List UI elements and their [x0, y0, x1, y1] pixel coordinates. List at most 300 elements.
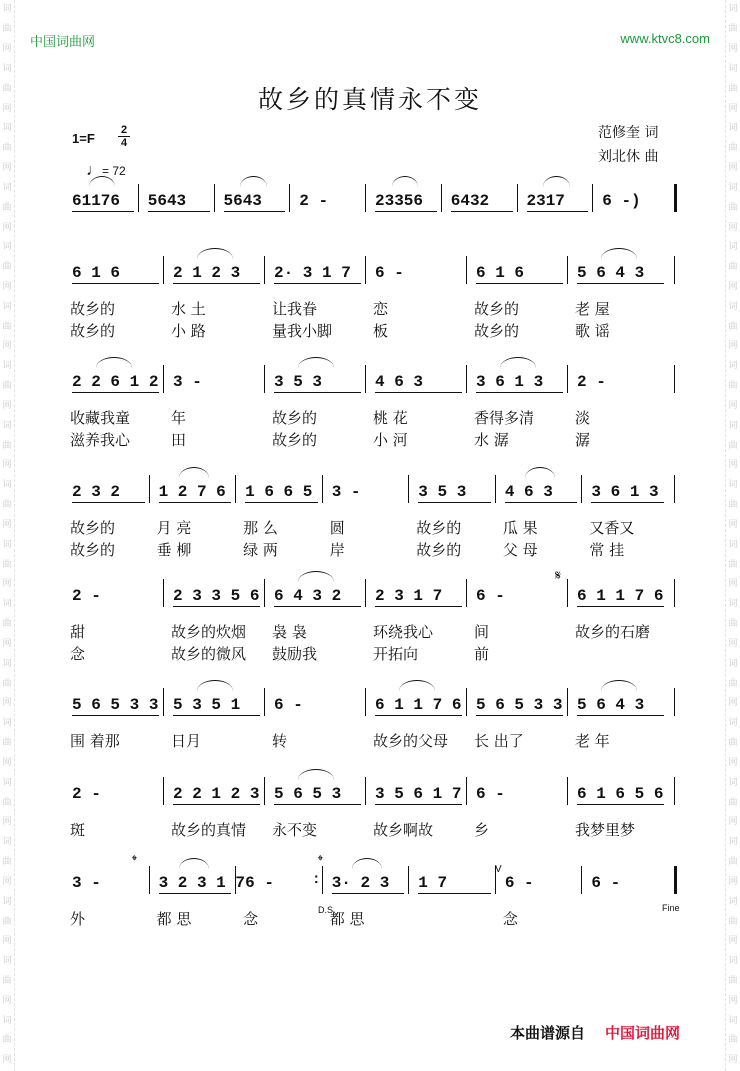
barline: [322, 475, 323, 503]
lyric-syllables: 转: [272, 732, 288, 750]
watermark-glyph: 曲: [728, 619, 738, 630]
watermark-glyph: 网: [728, 995, 738, 1006]
lyric-syllables: 围 着那: [70, 732, 120, 750]
barline: [214, 184, 215, 212]
slur-arc: [392, 176, 419, 187]
system-end-barline: [674, 866, 677, 894]
notation-line: [0, 585, 740, 609]
measure-notes: 3 6 1 3: [591, 481, 664, 503]
lyric-line: [0, 539, 740, 561]
watermark-glyph: 网: [728, 579, 738, 590]
watermark-glyph: 词: [2, 896, 12, 907]
watermark-glyph: 词: [2, 599, 12, 610]
notation-line: [0, 481, 740, 505]
breath-mark-icon: V: [495, 864, 502, 875]
lyric-syllables: 那 么: [243, 519, 278, 537]
lyric-syllables: 故乡的: [416, 519, 462, 537]
watermark-glyph: 词: [728, 956, 738, 967]
lyric-syllables: 故乡的父母: [373, 732, 449, 750]
slur-arc: [601, 248, 636, 259]
measure-notes: 6 -: [245, 874, 274, 892]
barline: [149, 866, 150, 894]
barline: [149, 475, 150, 503]
lyric-syllables: 淡: [575, 409, 591, 427]
lyric-syllables: 小 河: [373, 431, 408, 449]
watermark-glyph: 词: [2, 242, 12, 253]
watermark-glyph: 词: [2, 539, 12, 550]
barline: [235, 866, 236, 894]
barline: [264, 365, 265, 393]
barline: [365, 184, 366, 212]
watermark-glyph: 网: [728, 222, 738, 233]
watermark-glyph: 网: [728, 936, 738, 947]
lyric-syllables: 收藏我童: [70, 409, 131, 427]
watermark-glyph: 词: [728, 242, 738, 253]
measure-notes: 2 3 1 7: [375, 585, 462, 607]
ds-marking: D.S.: [318, 905, 336, 915]
measure-notes: 6 -: [476, 785, 505, 803]
barline: [466, 365, 467, 393]
watermark-glyph: 词: [728, 539, 738, 550]
measure-notes: 3 5 3: [274, 371, 361, 393]
lyric-syllables: 故乡啊故: [373, 821, 434, 839]
slur-arc: [240, 176, 267, 187]
watermark-glyph: 词: [728, 123, 738, 134]
lyric-syllables: 水 土: [171, 300, 206, 318]
watermark-glyph: 曲: [728, 975, 738, 986]
lyric-syllables: 故乡的微风: [171, 645, 247, 663]
system-end-barline: [674, 777, 675, 805]
watermark-glyph: 网: [2, 163, 12, 174]
watermark-glyph: 曲: [728, 738, 738, 749]
watermark-glyph: 曲: [728, 678, 738, 689]
lyric-syllables: 水 潺: [474, 431, 509, 449]
lyric-syllables: 故乡的: [70, 519, 116, 537]
measure-notes: 3 2 3 1 7: [158, 874, 245, 892]
lyric-syllables: 故乡的: [474, 300, 520, 318]
barline: [365, 688, 366, 716]
notation-line: [0, 694, 740, 718]
watermark-glyph: 曲: [2, 857, 12, 868]
watermark-glyph: 词: [2, 480, 12, 491]
lyric-syllables: 长 出了: [474, 732, 524, 750]
segno-icon: 𝄋: [555, 567, 562, 583]
watermark-glyph: 曲: [2, 797, 12, 808]
watermark-glyph: 词: [728, 4, 738, 15]
watermark-glyph: 曲: [2, 738, 12, 749]
watermark-glyph: 词: [728, 420, 738, 431]
watermark-glyph: 曲: [728, 321, 738, 332]
lyric-line: [0, 429, 740, 451]
barline: [289, 184, 290, 212]
lyric-syllables: 常 挂: [589, 541, 625, 559]
meter-bottom: 4: [120, 137, 128, 149]
lyric-syllables: 让我眷: [272, 300, 318, 318]
watermark-glyph: 曲: [728, 797, 738, 808]
measure-notes: 23356: [375, 190, 437, 212]
lyric-syllables: 岸: [329, 541, 345, 559]
lyric-syllables: 恋: [373, 300, 389, 318]
watermark-glyph: 曲: [2, 916, 12, 927]
lyric-line: [0, 908, 740, 930]
slur-arc: [601, 680, 636, 691]
watermark-glyph: 网: [728, 638, 738, 649]
measure-notes: 2 1 2 3: [173, 262, 260, 284]
watermark-glyph: 词: [728, 301, 738, 312]
notation-line: [0, 872, 740, 896]
measure-notes: 2 3 3 5 6: [173, 587, 260, 605]
watermark-glyph: 网: [728, 282, 738, 292]
measure-notes: 2· 3 1 7: [274, 262, 361, 284]
notation-line: [0, 371, 740, 395]
lyric-syllables: 故乡的: [474, 322, 520, 340]
system-end-barline: [674, 475, 675, 503]
source-site-link[interactable]: 中国词曲网: [605, 1024, 681, 1042]
lyric-syllables: 乡: [474, 821, 490, 839]
lyric-syllables: 垂 柳: [156, 541, 192, 559]
watermark-glyph: 曲: [2, 24, 12, 35]
watermark-glyph: 网: [728, 341, 738, 352]
lyric-syllables: 甜: [70, 623, 86, 641]
barline: [264, 579, 265, 607]
notation-line: [0, 190, 740, 214]
site-name-left[interactable]: 中国词曲网: [30, 35, 96, 50]
lyric-syllables: 又香又: [589, 519, 635, 537]
measure-notes: 6 -): [602, 192, 641, 210]
barline: [581, 475, 582, 503]
watermark-glyph: 网: [728, 519, 738, 530]
watermark-glyph: 网: [2, 222, 12, 233]
watermark-glyph: 词: [728, 777, 738, 788]
barline: [466, 777, 467, 805]
watermark-glyph: 网: [2, 282, 12, 292]
watermark-glyph: 词: [728, 361, 738, 372]
watermark-glyph: 词: [2, 361, 12, 372]
watermark-glyph: 词: [2, 777, 12, 788]
watermark-glyph: 网: [2, 400, 12, 411]
coda-icon-1: 𝄌: [132, 852, 137, 868]
measure-notes: 6 1 1 7 6: [577, 587, 664, 605]
barline: [138, 184, 139, 212]
measure-notes: 2 2 1 2 3: [173, 785, 260, 803]
barline: [365, 777, 366, 805]
fine-marking: Fine: [662, 903, 680, 913]
lyric-syllables: 外: [70, 910, 86, 928]
watermark-glyph: 曲: [2, 321, 12, 332]
lyric-syllables: 故乡的炊烟: [171, 623, 247, 641]
slur-arc: [525, 467, 555, 478]
watermark-glyph: 网: [2, 936, 12, 947]
lyric-syllables: 绿 两: [243, 541, 278, 559]
measure-notes: 5 6 5 3: [274, 783, 361, 805]
watermark-glyph: 词: [728, 1015, 738, 1026]
slur-arc: [96, 357, 131, 368]
measure-notes: 2 -: [72, 587, 101, 605]
measure-notes: 3 -: [331, 483, 361, 501]
barline: [264, 256, 265, 284]
lyric-line: [0, 320, 740, 342]
watermark-glyph: 网: [728, 103, 738, 114]
measure-notes: 6 1 1 7 6: [375, 696, 462, 714]
lyric-line: [0, 730, 740, 752]
barline: [567, 777, 568, 805]
watermark-glyph: 词: [2, 658, 12, 669]
meter-top: 2: [120, 124, 128, 136]
system-end-barline: [674, 579, 675, 607]
lyric-syllables: 香得多清: [474, 409, 535, 427]
watermark-glyph: 网: [2, 460, 12, 471]
slur-arc: [352, 858, 382, 869]
barline: [264, 777, 265, 805]
watermark-glyph: 网: [728, 460, 738, 471]
system-end-barline: [674, 688, 675, 716]
watermark-glyph: 网: [2, 876, 12, 887]
watermark-glyph: 曲: [728, 262, 738, 273]
composer-credit: 刘北休 曲: [598, 149, 659, 165]
measure-notes: 5643: [224, 190, 286, 212]
lyric-line: [0, 819, 740, 841]
watermark-glyph: 曲: [728, 440, 738, 451]
measure-notes: 6 1 6: [476, 262, 563, 284]
measure-notes: 6 -: [375, 264, 404, 282]
watermark-glyph: 词: [728, 182, 738, 193]
barline: [581, 866, 582, 894]
watermark-glyph: 网: [728, 400, 738, 411]
measure-notes: 3· 2 3: [332, 872, 405, 894]
lyric-syllables: 故乡的: [70, 300, 116, 318]
lyric-syllables: 圆: [329, 519, 345, 537]
lyric-syllables: 老 年: [575, 732, 610, 750]
lyric-syllables: 日月: [171, 732, 202, 750]
lyric-syllables: 故乡的: [70, 322, 116, 340]
measure-notes: 5 3 5 1: [173, 694, 260, 716]
watermark-glyph: 曲: [728, 916, 738, 927]
watermark-glyph: 词: [728, 599, 738, 610]
lyric-syllables: 念: [243, 910, 259, 928]
watermark-glyph: 网: [2, 757, 12, 768]
watermark-glyph: 网: [728, 44, 738, 55]
slur-arc: [298, 357, 333, 368]
watermark-glyph: 曲: [2, 381, 12, 392]
lyricist-credit: 范修奎 词: [598, 125, 659, 141]
slur-arc: [543, 176, 570, 187]
lyric-syllables: 袅 袅: [272, 623, 307, 641]
measure-notes: 3 5 6 1 7: [375, 785, 462, 803]
lyric-line: [0, 298, 740, 320]
measure-notes: 1 2 7 6: [159, 481, 232, 503]
barline: [466, 256, 467, 284]
slur-arc: [298, 571, 333, 582]
watermark-glyph: 网: [2, 579, 12, 590]
measure-notes: 3 5 3: [418, 481, 491, 503]
system-end-barline: [674, 256, 675, 284]
watermark-glyph: 词: [2, 1015, 12, 1026]
system-end-barline: [674, 184, 677, 212]
lyric-syllables: 念: [502, 910, 518, 928]
watermark-glyph: 曲: [728, 559, 738, 570]
measure-notes: 4 6 3: [505, 481, 578, 503]
watermark-glyph: 曲: [728, 857, 738, 868]
measure-notes: 6 -: [591, 874, 621, 892]
watermark-glyph: 词: [728, 480, 738, 491]
barline: [365, 579, 366, 607]
lyric-syllables: 前: [474, 645, 490, 663]
lyric-line: [0, 643, 740, 665]
barline: [408, 475, 409, 503]
time-signature: [118, 124, 130, 149]
barline: [163, 777, 164, 805]
measure-notes: 3 6 1 3: [476, 371, 563, 393]
barline: [466, 579, 467, 607]
lyric-syllables: 田: [171, 431, 187, 449]
watermark-glyph: 词: [2, 4, 12, 15]
watermark-glyph: 网: [2, 817, 12, 828]
measure-notes: 6 -: [504, 874, 534, 892]
watermark-glyph: 曲: [2, 202, 12, 213]
lyric-syllables: 潺: [575, 431, 591, 449]
measure-notes: 5 6 4 3: [577, 262, 664, 284]
lyric-syllables: 故乡的真情: [171, 821, 247, 839]
watermark-glyph: 网: [2, 698, 12, 709]
watermark-glyph: 网: [728, 817, 738, 828]
measure-notes: 61176: [72, 190, 134, 212]
barline: [235, 475, 236, 503]
source-credit: [510, 1022, 680, 1043]
watermark-glyph: 词: [728, 896, 738, 907]
watermark-glyph: 曲: [728, 143, 738, 154]
watermark-glyph: 曲: [2, 262, 12, 273]
barline: [441, 184, 442, 212]
watermark-glyph: 词: [2, 63, 12, 74]
watermark-glyph: 词: [728, 63, 738, 74]
slur-arc: [179, 467, 209, 478]
measure-notes: 6 -: [274, 696, 303, 714]
source-label: 本曲谱源自: [510, 1024, 586, 1042]
barline: [567, 688, 568, 716]
watermark-glyph: 曲: [2, 1035, 12, 1046]
lyric-syllables: 开拓向: [373, 645, 419, 663]
measure-notes: 2317: [527, 190, 589, 212]
measure-notes: 5643: [148, 190, 210, 212]
watermark-glyph: 网: [728, 757, 738, 768]
watermark-glyph: 词: [2, 123, 12, 134]
watermark-glyph: 曲: [728, 1035, 738, 1046]
lyric-syllables: 瓜 果: [502, 519, 538, 537]
watermark-glyph: 词: [2, 182, 12, 193]
barline: [163, 365, 164, 393]
measure-notes: 2 -: [299, 192, 329, 210]
lyric-syllables: 歌 谣: [575, 322, 610, 340]
lyric-syllables: 故乡的: [70, 541, 116, 559]
slur-arc: [500, 357, 535, 368]
measure-notes: 5 6 5 3 3: [476, 696, 563, 714]
barline: [567, 579, 568, 607]
key-signature: 1=F: [72, 131, 95, 146]
slur-arc: [197, 248, 232, 259]
barline: [163, 256, 164, 284]
tempo-value: = 72: [102, 164, 126, 178]
lyric-syllables: 父 母: [502, 541, 538, 559]
measure-notes: 2 2 6 1 2: [72, 373, 159, 391]
measure-notes: 5 6 4 3: [577, 694, 664, 716]
barline: [567, 256, 568, 284]
lyric-syllables: 老 屋: [575, 300, 610, 318]
lyric-syllables: 故乡的: [416, 541, 462, 559]
lyric-syllables: 永不变: [272, 821, 318, 839]
system-end-barline: [674, 365, 675, 393]
watermark-glyph: 词: [2, 956, 12, 967]
barline: [495, 475, 496, 503]
barline: [365, 365, 366, 393]
watermark-glyph: 网: [728, 1055, 738, 1066]
lyric-syllables: 月 亮: [156, 519, 192, 537]
coda-icon-2: 𝄌: [318, 852, 323, 868]
barline: [322, 866, 323, 894]
watermark-glyph: 曲: [2, 678, 12, 689]
measure-notes: 1 7: [418, 872, 491, 894]
barline: [163, 579, 164, 607]
watermark-glyph: 词: [2, 718, 12, 729]
watermark-glyph: 词: [2, 420, 12, 431]
lyric-syllables: 板: [373, 322, 389, 340]
watermark-glyph: 词: [728, 718, 738, 729]
lyric-syllables: 斑: [70, 821, 86, 839]
lyric-syllables: 故乡的: [272, 431, 318, 449]
measure-notes: 1 6 6 5: [245, 481, 318, 503]
lyric-line: [0, 621, 740, 643]
lyric-syllables: 鼓励我: [272, 645, 318, 663]
site-url-right[interactable]: www.ktvc8.com: [620, 31, 710, 46]
measure-notes: 2 -: [577, 373, 606, 391]
watermark-glyph: 网: [2, 44, 12, 55]
lyric-syllables: 滋养我心: [70, 431, 131, 449]
watermark-glyph: 词: [2, 837, 12, 848]
slur-arc: [197, 680, 232, 691]
measure-notes: 3 -: [72, 874, 101, 892]
watermark-glyph: 曲: [2, 143, 12, 154]
lyric-syllables: 故乡的石磨: [575, 623, 651, 641]
measure-notes: 6 1 6 5 6: [577, 785, 664, 803]
song-title: 故乡的真情永不变: [257, 85, 482, 114]
lyric-syllables: 间: [474, 623, 490, 641]
watermark-glyph: 曲: [2, 975, 12, 986]
slur-arc: [399, 680, 434, 691]
measure-notes: 5 6 5 3 3: [72, 696, 159, 714]
watermark-glyph: 网: [728, 876, 738, 887]
watermark-glyph: 曲: [728, 381, 738, 392]
watermark-glyph: 网: [2, 995, 12, 1006]
measure-notes: 2 -: [72, 785, 101, 803]
watermark-glyph: 曲: [728, 83, 738, 94]
barline: [466, 688, 467, 716]
slur-arc: [179, 858, 209, 869]
barline: [163, 688, 164, 716]
barline: [517, 184, 518, 212]
measure-notes: 6 1 6: [72, 262, 159, 284]
barline: [408, 866, 409, 894]
lyric-syllables: 年: [171, 409, 187, 427]
measure-notes: 3 -: [173, 373, 202, 391]
lyric-syllables: 小 路: [171, 322, 206, 340]
watermark-glyph: 曲: [2, 559, 12, 570]
barline: [264, 688, 265, 716]
measure-notes: 2 3 2: [72, 481, 145, 503]
lyric-line: [0, 517, 740, 539]
lyric-syllables: 都 思: [156, 910, 192, 928]
watermark-glyph: 网: [2, 1055, 12, 1066]
lyric-syllables: 念: [70, 645, 86, 663]
watermark-glyph: 曲: [2, 440, 12, 451]
